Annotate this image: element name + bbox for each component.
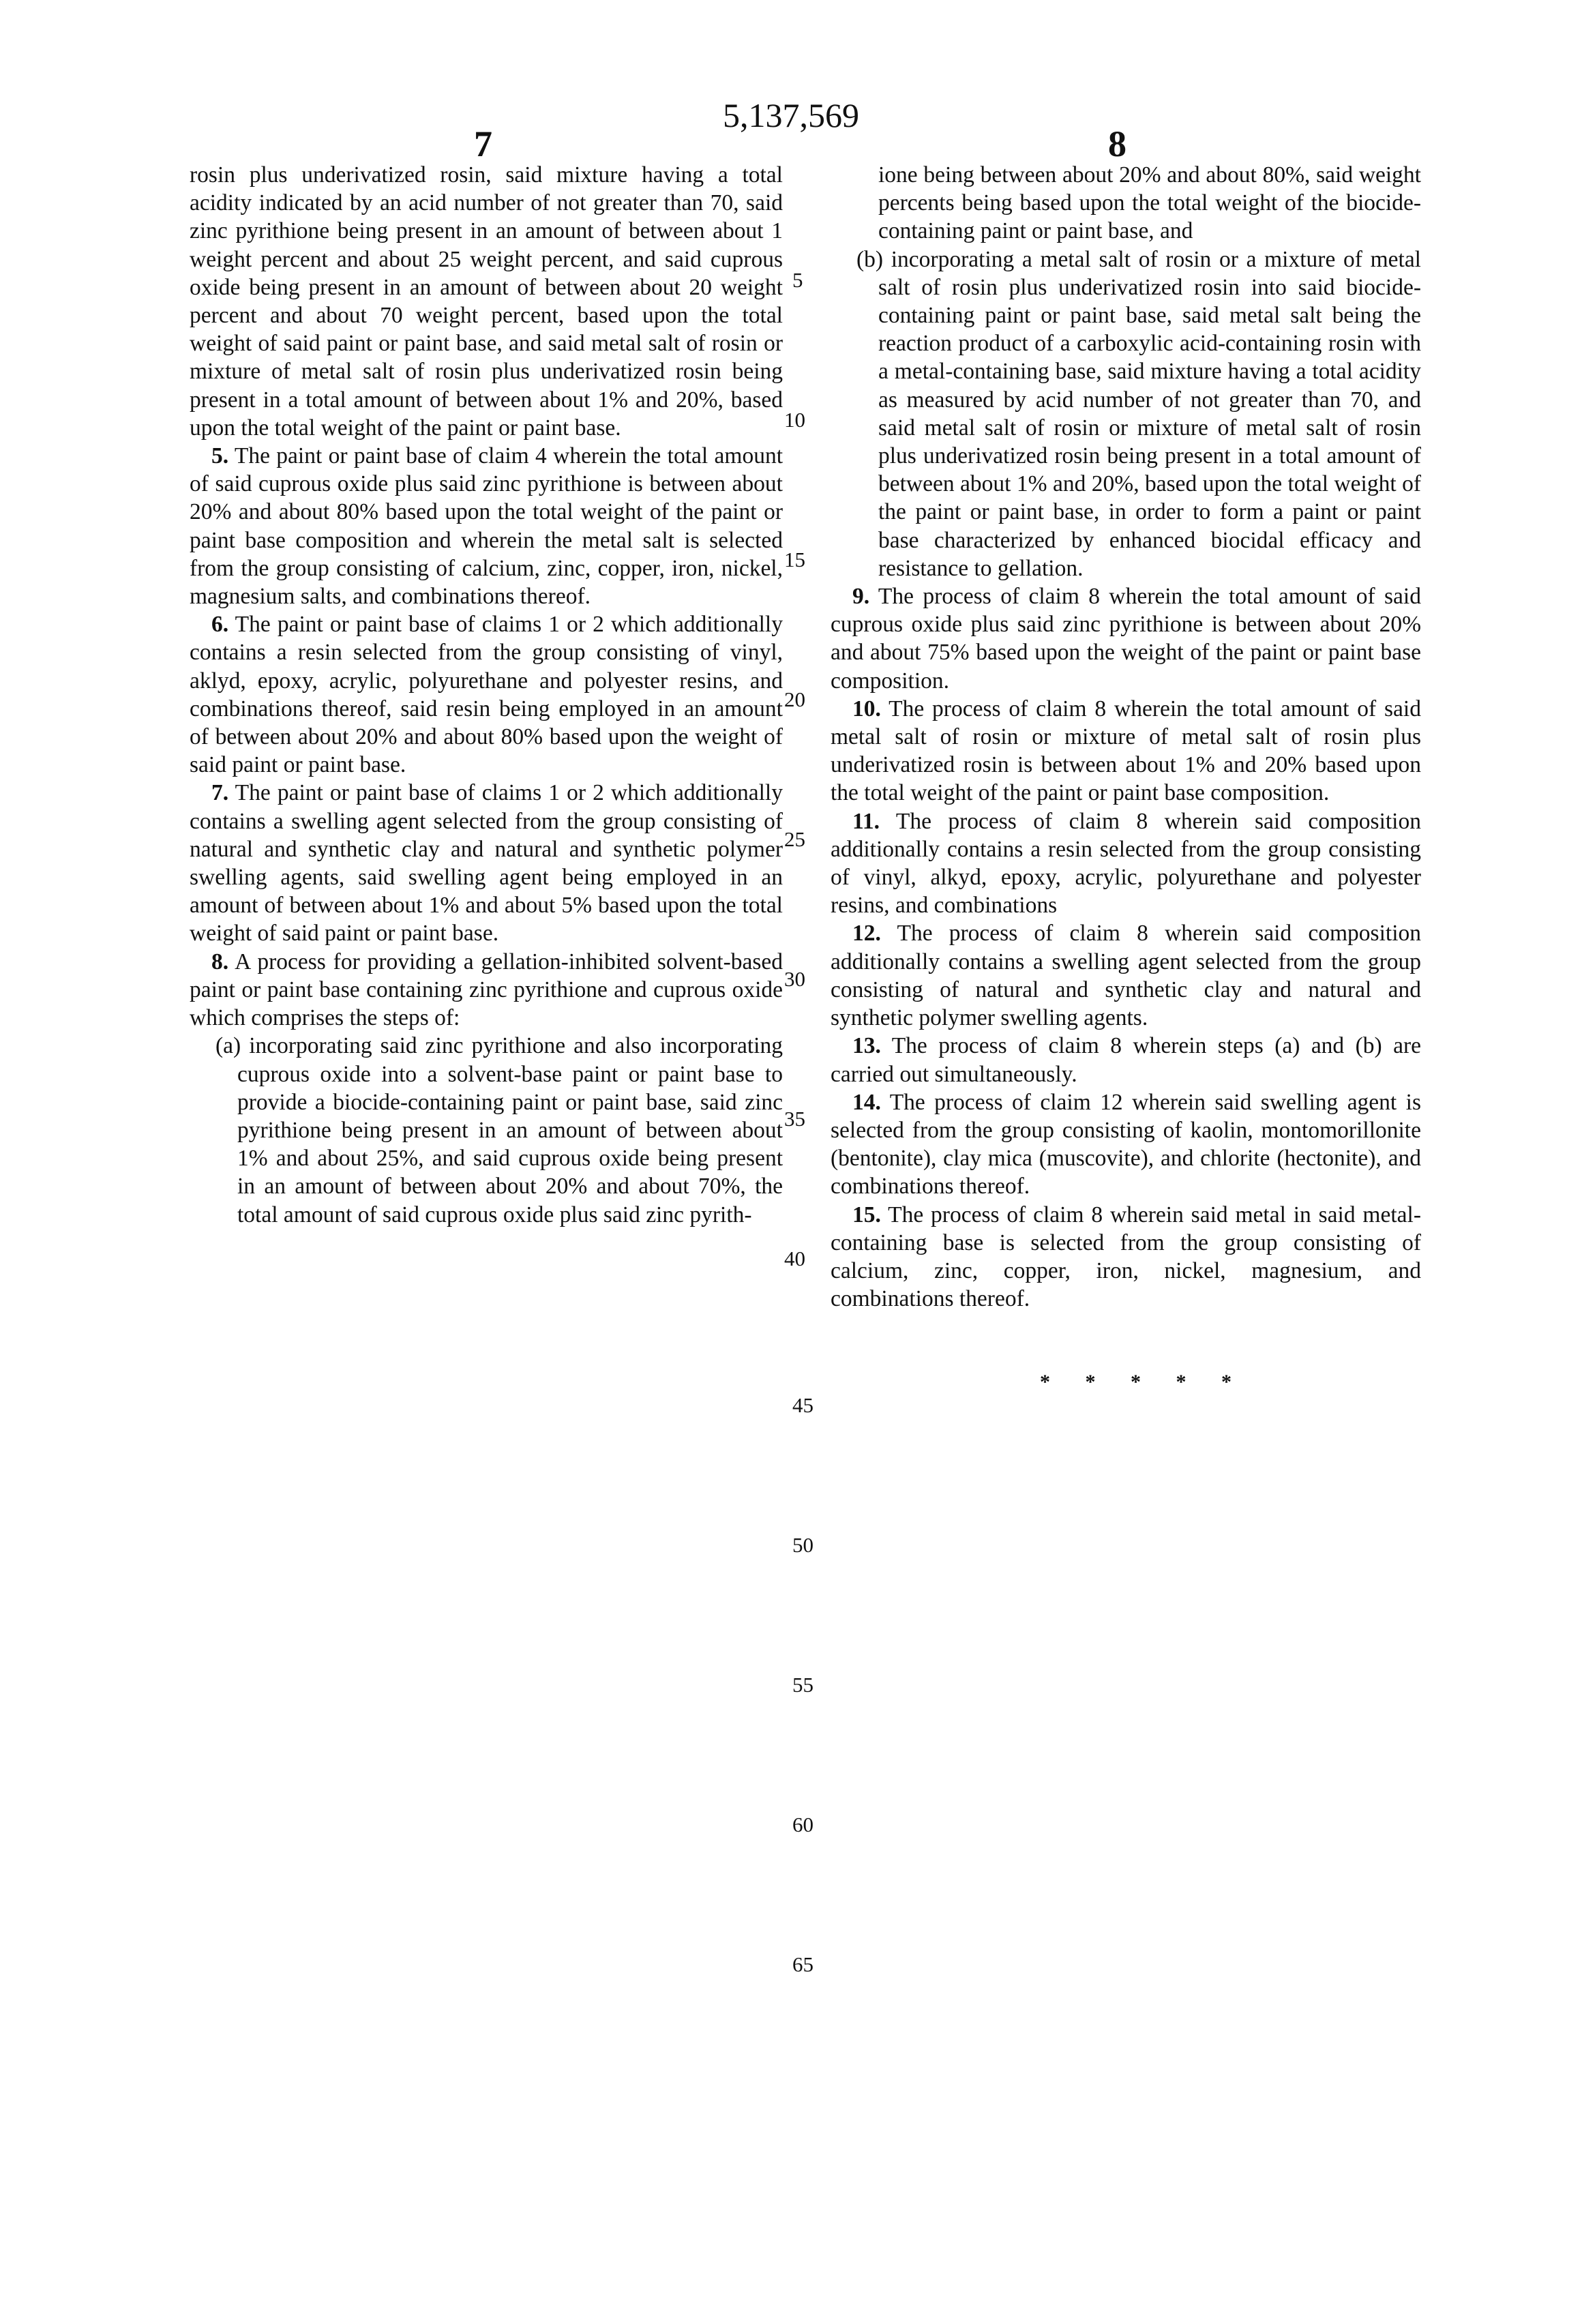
claim-8-step-a-continuation: ione being between about 20% and about 80%, said weight percents being based upon the total weight of the biocide-containing paint or paint base, and (831, 161, 1421, 245)
claim-14: 14. The process of claim 12 wherein said swelling agent is selected from the group consisting of kaolin, montomorillonite (bentonite), clay mica (muscovite), and chlorite (hectonite), and combinations thereof. (831, 1088, 1421, 1201)
right-column (831, 161, 1421, 1313)
line-number: 40 (784, 1247, 825, 1271)
claim-11: 11. The process of claim 8 wherein said composition additionally contains a resin selected from the group consisting of vinyl, alkyd, epoxy, acrylic, polyurethane and polyester resins, and combinations (831, 807, 1421, 920)
claim-continuation: rosin plus underivatized rosin, said mixture having a total acidity indicated by an acid number of not greater than 70, said zinc pyrithione being present in an amount of between about 1 weight percent and about 25 weight percent, and said cuprous oxide being present in an amount of between about 20 weight percent and about 70 weight percent, based upon the total weight of said paint or paint base, and said metal salt of rosin or mixture of metal salt of rosin plus underivatized rosin being present in a total amount of between about 1% and 20%, based upon the total weight of the paint or paint base. (190, 161, 783, 442)
line-number: 45 (792, 1393, 833, 1418)
left-column (190, 161, 783, 1229)
claim-8: 8. A process for providing a gellation-inhibited solvent-based paint or paint base containing zinc pyrithione and cuprous oxide which comprises the steps of: (190, 948, 783, 1032)
claim-6: 6. The paint or paint base of claims 1 or 2 which additionally contains a resin selected from the group consisting of vinyl, aklyd, epoxy, acrylic, polyurethane and polyester resins, and combinations thereof, said resin being employed in an amount of between about 20% and about 80% based upon the weight of said paint or paint base. (190, 610, 783, 779)
left-column-number: 7 (474, 123, 492, 165)
claim-12: 12. The process of claim 8 wherein said composition additionally contains a swelling agent selected from the group consisting of natural and synthetic clay and natural and synthetic polymer swelling agents. (831, 919, 1421, 1032)
line-number: 20 (784, 687, 825, 712)
line-number: 30 (784, 967, 825, 992)
line-number: 25 (784, 827, 825, 852)
line-number: 65 (792, 1952, 833, 1977)
claim-8-step-a: (a) incorporating said zinc pyrithione and also incorporating cuprous oxide into a solvent-base paint or paint base to provide a biocide-containing paint or paint base, said zinc pyrithione being present in an amount of between about 1% and about 25%, and said cuprous oxide being present in an amount of between about 20% and about 70%, the total amount of said cuprous oxide plus said zinc pyrith- (190, 1032, 783, 1228)
line-number: 35 (784, 1107, 825, 1131)
end-of-document-marker: * * * * * (1040, 1371, 1247, 1394)
line-number: 5 (792, 268, 833, 293)
claim-10: 10. The process of claim 8 wherein the total amount of said metal salt of rosin or mixture of metal salt of rosin plus underivatized rosin is between about 1% and 20% based upon the total weight of the paint or paint base composition. (831, 695, 1421, 807)
line-number: 60 (792, 1813, 833, 1837)
line-number: 15 (784, 548, 825, 572)
claim-8-step-b: (b) incorporating a metal salt of rosin or a mixture of metal salt of rosin plus underivatized rosin into said biocide-containing paint or paint base, said metal salt being the reaction product of a carboxylic acid-containing rosin with a metal-containing base, said mixture having a total acidity as measured by acid number of not greater than 70, and said metal salt of rosin or mixture of metal salt of rosin plus underivatized rosin being present in a total amount of between about 1% and 20%, based upon the total weight of the paint or paint base, in order to form a paint or paint base characterized by enhanced biocidal efficacy and resistance to gellation. (831, 245, 1421, 582)
claim-9: 9. The process of claim 8 wherein the total amount of said cuprous oxide plus said zinc pyrithione is between about 20% and about 75% based upon the weight of the paint or paint base composition. (831, 582, 1421, 695)
line-number: 10 (784, 408, 825, 432)
claim-15: 15. The process of claim 8 wherein said metal in said metal-containing base is selected from the group consisting of calcium, zinc, copper, iron, nickel, magnesium, and combinations thereof. (831, 1201, 1421, 1313)
line-number: 55 (792, 1673, 833, 1697)
patent-number: 5,137,569 (0, 95, 1582, 135)
right-column-number: 8 (1108, 123, 1126, 165)
claim-13: 13. The process of claim 8 wherein steps (a) and (b) are carried out simultaneously. (831, 1032, 1421, 1088)
claim-5: 5. The paint or paint base of claim 4 wherein the total amount of said cuprous oxide plus said zinc pyrithione is between about 20% and about 80% based upon the total weight of the paint or paint base composition and wherein the metal salt is selected from the group consisting of calcium, zinc, copper, iron, nickel, magnesium salts, and combinations thereof. (190, 442, 783, 610)
line-number: 50 (792, 1533, 833, 1558)
claim-7: 7. The paint or paint base of claims 1 or 2 which additionally contains a swelling agent selected from the group consisting of natural and synthetic clay and natural and synthetic polymer swelling agents, said swelling agent being employed in an amount of between about 1% and about 5% based upon the total weight of said paint or paint base. (190, 779, 783, 947)
